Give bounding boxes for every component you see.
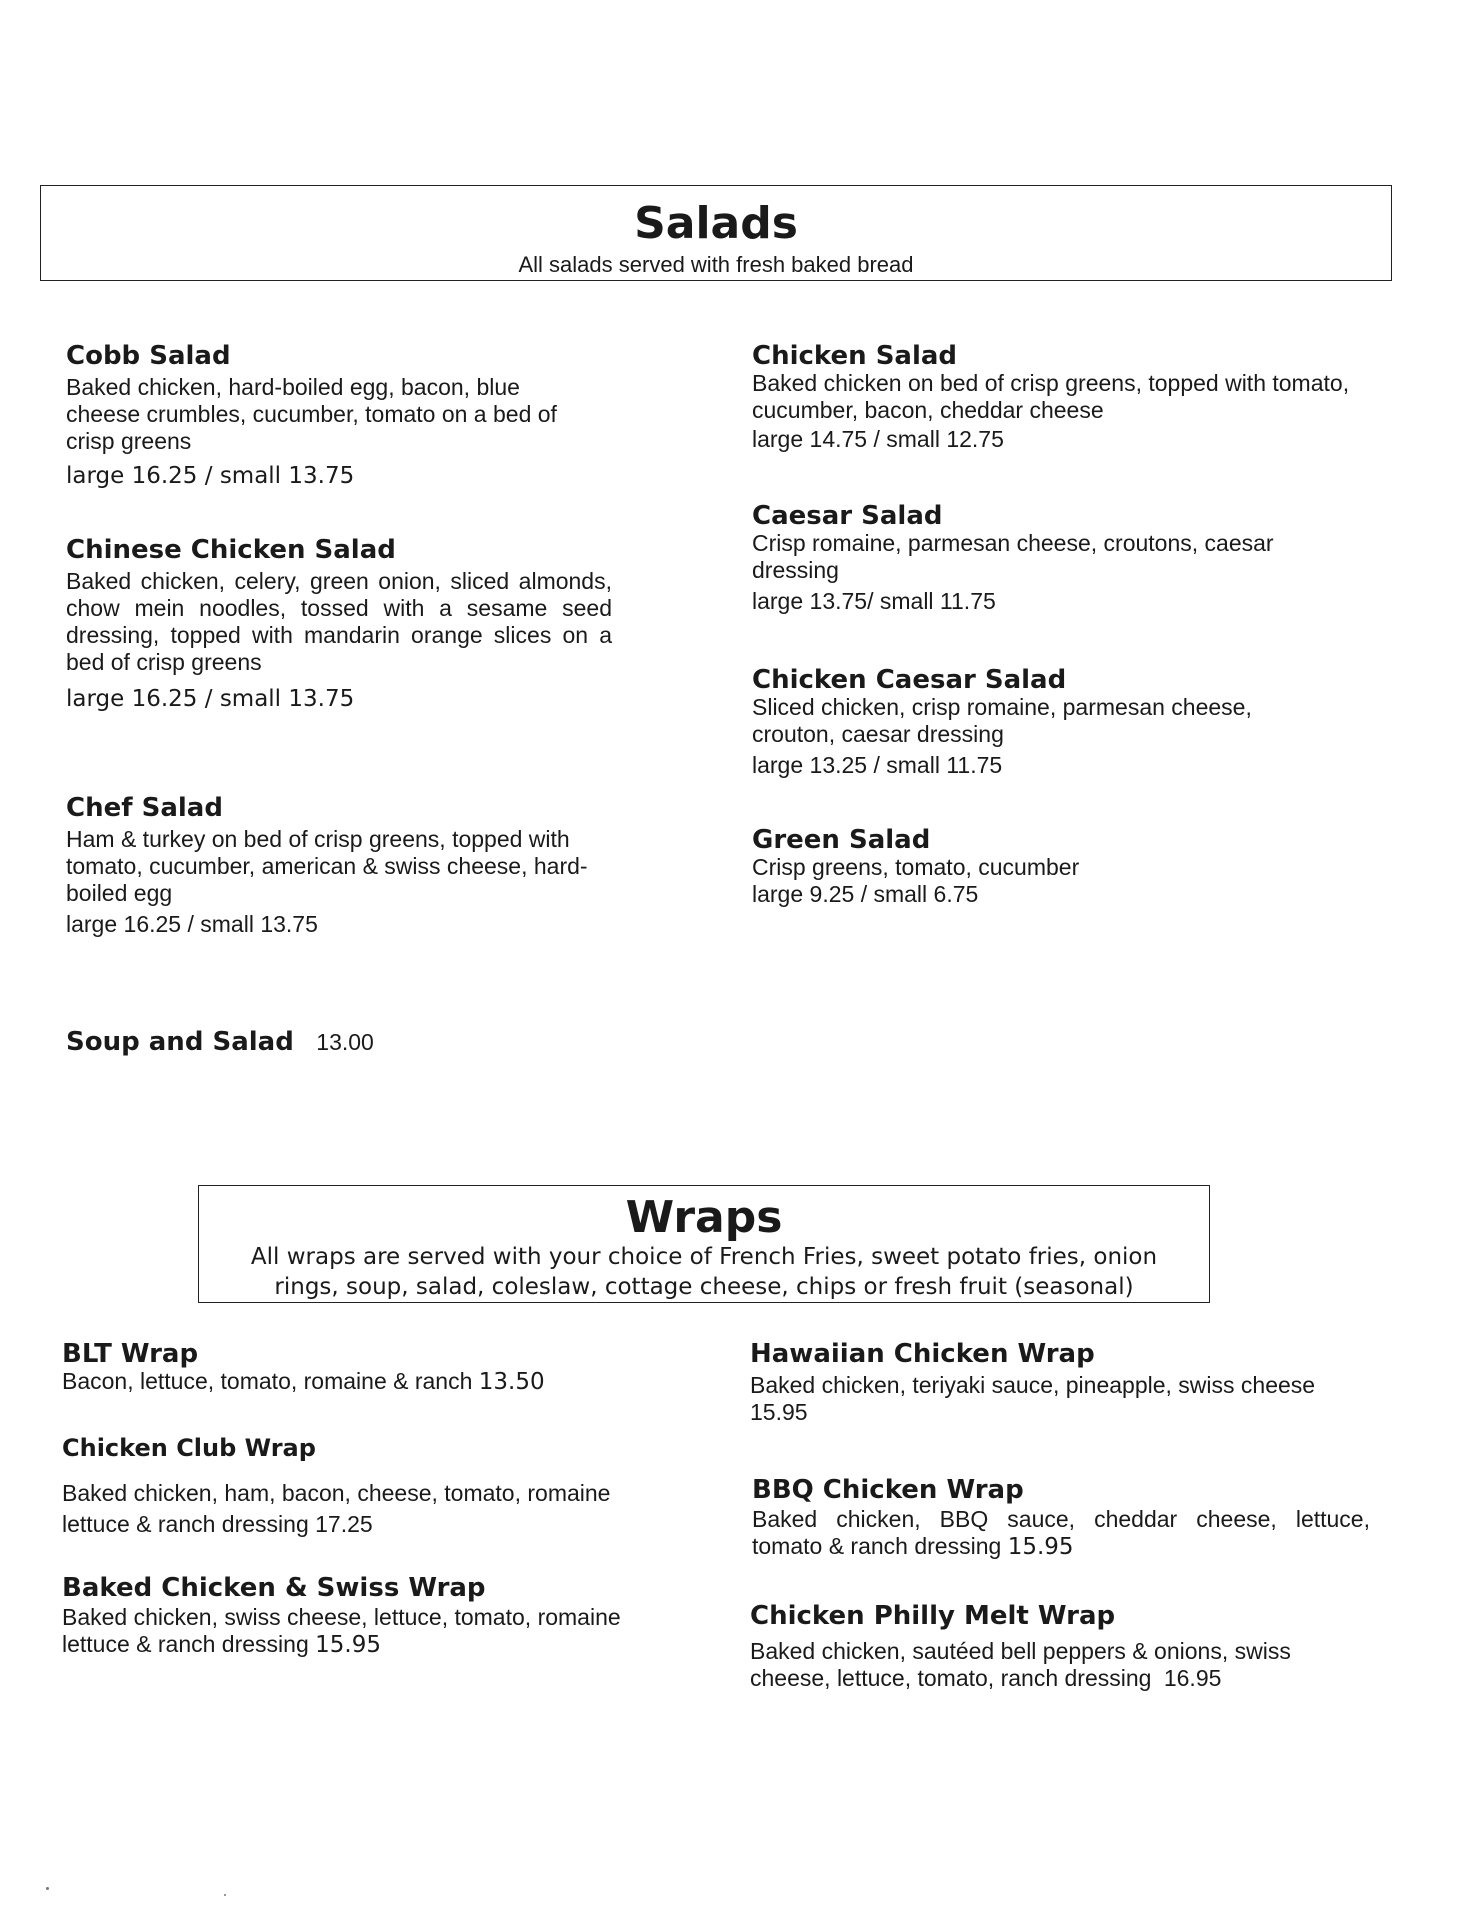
item-price: 15.95 — [315, 1632, 381, 1658]
item-name: Chicken Salad — [752, 341, 958, 371]
menu-item-chef-salad — [66, 792, 626, 939]
item-price: 15.95 — [750, 1399, 808, 1425]
item-description: Baked chicken, ham, bacon, cheese, tomato, romaine lettuce & ranch dressing — [62, 1480, 611, 1537]
item-price: large 16.25 / small 13.75 — [66, 463, 355, 489]
item-description: Crisp romaine, parmesan cheese, croutons, caesar dressing — [752, 530, 1274, 583]
salads-subtitle: All salads served with fresh baked bread — [518, 252, 914, 277]
item-description: Baked chicken, swiss cheese, lettuce, tomato, romaine lettuce & ranch dressing — [62, 1604, 621, 1657]
item-price: 17.25 — [315, 1511, 373, 1537]
wraps-title: Wraps — [625, 1192, 783, 1243]
item-price: 15.95 — [1007, 1534, 1074, 1560]
menu-item-chicken-club-wrap — [62, 1432, 662, 1540]
wraps-subtitle-line2: rings, soup, salad, coleslaw, cottage cheese, chips or fresh fruit (seasonal) — [274, 1274, 1134, 1300]
item-description: Ham & turkey on bed of crisp greens, topped with tomato, cucumber, american & swiss cheese, hard-boiled egg — [66, 826, 588, 906]
item-description: Crisp greens, tomato, cucumber — [752, 854, 1080, 880]
wraps-subtitle-line1: All wraps are served with your choice of French Fries, sweet potato fries, onion — [250, 1244, 1158, 1270]
wraps-header-box — [198, 1185, 1210, 1303]
menu-item-chicken-salad — [752, 340, 1392, 454]
item-description: Baked chicken, teriyaki sauce, pineapple, swiss cheese — [750, 1372, 1316, 1398]
salads-header-box — [40, 185, 1392, 281]
item-description: Sliced chicken, crisp romaine, parmesan cheese, crouton, caesar dressing — [752, 694, 1252, 747]
item-name: Chicken Philly Melt Wrap — [750, 1601, 1116, 1631]
menu-item-chicken-philly-melt-wrap — [750, 1600, 1350, 1692]
item-price: large 16.25 / small 13.75 — [66, 911, 318, 937]
menu-item-caesar-salad — [752, 500, 1322, 616]
menu-item-hawaiian-chicken-wrap — [750, 1338, 1360, 1426]
item-name: Chicken Caesar Salad — [752, 665, 1067, 695]
menu-item-green-salad — [752, 824, 1312, 909]
menu-item-chinese-chicken-salad — [66, 534, 612, 714]
item-description-line — [752, 1506, 1370, 1561]
item-price: large 13.25 / small 11.75 — [752, 752, 1003, 778]
item-name: BBQ Chicken Wrap — [752, 1475, 1024, 1505]
item-description: Baked chicken, sautéed bell peppers & onions, swiss cheese, lettuce, tomato, ranch dressing — [750, 1638, 1291, 1691]
menu-item-bbq-chicken-wrap — [752, 1474, 1370, 1561]
item-price: 13.50 — [478, 1369, 545, 1395]
item-price: 13.00 — [316, 1029, 374, 1055]
item-name: Caesar Salad — [752, 501, 943, 531]
item-name: Chef Salad — [66, 793, 223, 823]
item-description-line — [750, 1638, 1350, 1692]
item-price: large 13.75/ small 11.75 — [752, 588, 996, 614]
item-name: Hawaiian Chicken Wrap — [750, 1339, 1095, 1369]
item-description-line — [62, 1604, 662, 1659]
item-description: Bacon, lettuce, tomato, romaine & ranch — [62, 1368, 473, 1394]
item-name: Chicken Club Wrap — [62, 1434, 316, 1462]
item-price: large 16.25 / small 13.75 — [66, 686, 355, 712]
item-description: Baked chicken, celery, green onion, sliced almonds, chow mein noodles, tossed with a sesame seed dressing, topped with mandarin orange slices on a bed of crisp greens — [66, 568, 612, 675]
item-name: Baked Chicken & Swiss Wrap — [62, 1573, 486, 1603]
menu-item-soup-and-salad — [66, 1026, 666, 1058]
item-description: Baked chicken on bed of crisp greens, topped with tomato, cucumber, bacon, cheddar cheese — [752, 370, 1350, 423]
item-name: Cobb Salad — [66, 341, 231, 371]
menu-item-cobb-salad — [66, 340, 566, 491]
item-price: 16.95 — [1163, 1665, 1222, 1691]
item-name: Soup and Salad — [66, 1027, 294, 1057]
salads-title: Salads — [634, 198, 798, 249]
item-name: BLT Wrap — [62, 1339, 199, 1369]
scan-speck — [224, 1894, 226, 1896]
item-price: large 9.25 / small 6.75 — [752, 881, 979, 907]
item-name: Green Salad — [752, 825, 931, 855]
menu-item-chicken-caesar-salad — [752, 664, 1312, 780]
menu-item-blt-wrap — [62, 1338, 682, 1396]
item-description: Baked chicken, BBQ sauce, cheddar cheese, lettuce, tomato & ranch dressing — [752, 1506, 1370, 1559]
item-price: large 14.75 / small 12.75 — [752, 426, 1004, 452]
scan-speck — [46, 1887, 49, 1890]
item-name: Chinese Chicken Salad — [66, 535, 396, 565]
item-description-line — [62, 1368, 682, 1396]
item-description-line — [62, 1478, 662, 1540]
item-description: Baked chicken, hard-boiled egg, bacon, blue cheese crumbles, cucumber, tomato on a bed of crisp greens — [66, 374, 557, 454]
menu-item-baked-chicken-swiss-wrap — [62, 1572, 662, 1659]
